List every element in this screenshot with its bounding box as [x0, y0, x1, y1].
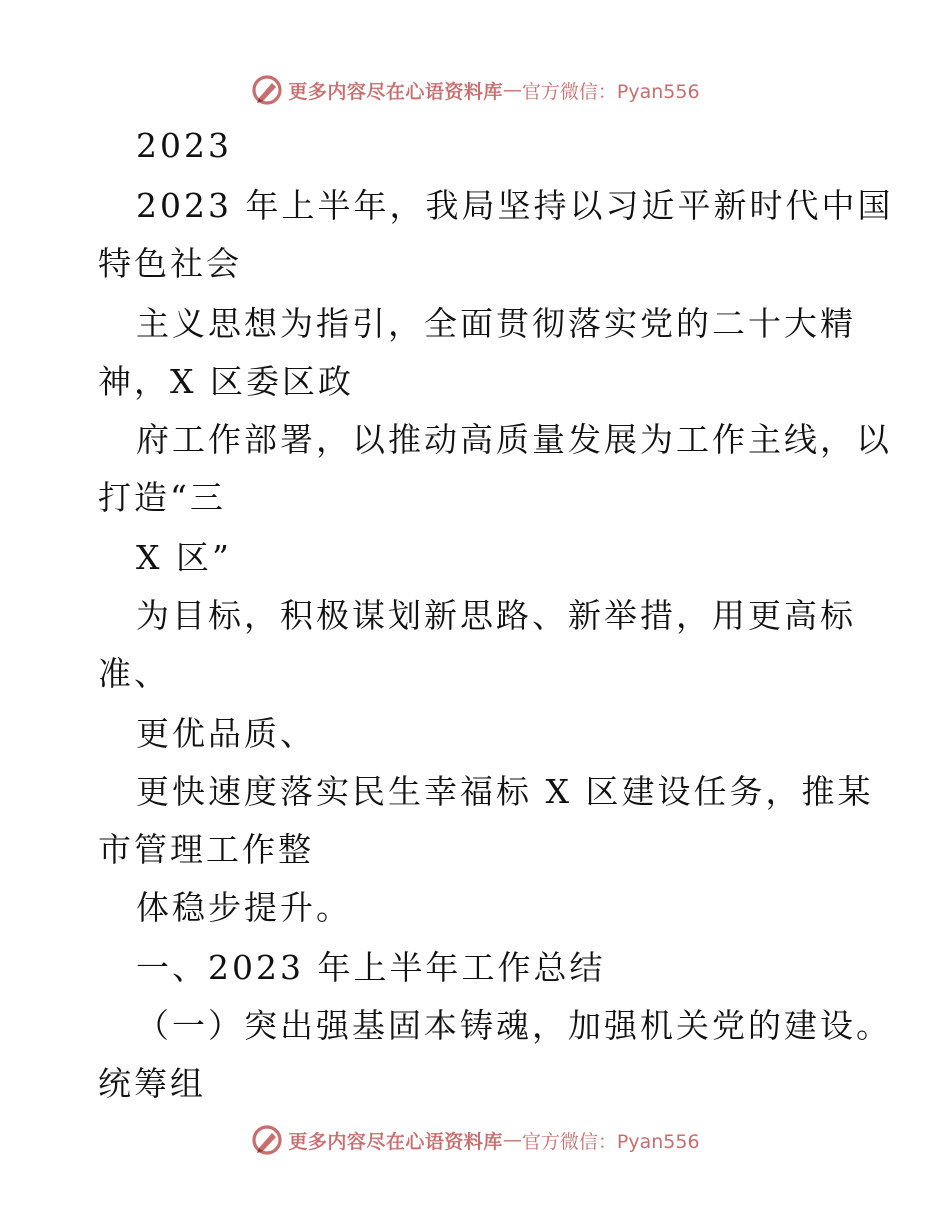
pen-logo-icon: [250, 73, 284, 107]
doc-line: 神，X 区委区政: [98, 362, 354, 401]
doc-line: 2023: [136, 126, 232, 165]
watermark-contact-text: 官方微信：Pyan556: [521, 80, 700, 103]
pen-logo-icon: [250, 1123, 284, 1157]
doc-line: 府工作部署，以推动高质量发展为工作主线，以: [136, 420, 892, 459]
watermark-site-text: 更多内容尽在心语资料库: [288, 80, 503, 103]
doc-line: 市管理工作整: [98, 830, 314, 869]
doc-line: 准、: [98, 654, 170, 693]
watermark-site-text: 更多内容尽在心语资料库: [288, 1130, 503, 1153]
doc-line: 体稳步提升。: [136, 888, 352, 927]
watermark-contact-text: 官方微信：Pyan556: [521, 1130, 700, 1153]
doc-line: X 区”: [136, 538, 232, 577]
doc-line: 为目标，积极谋划新思路、新举措，用更高标: [136, 596, 856, 635]
doc-line: 更快速度落实民生幸福标 X 区建设任务，推某: [136, 772, 874, 811]
doc-line: 打造“三: [98, 478, 226, 517]
doc-line: 一、2023 年上半年工作总结: [136, 948, 606, 987]
doc-line: 2023 年上半年，我局坚持以习近平新时代中国: [136, 186, 894, 225]
doc-line: （一）突出强基固本铸魂，加强机关党的建设。: [136, 1006, 892, 1045]
watermark-banner-bottom: [0, 1120, 950, 1160]
doc-line: 主义思想为指引，全面贯彻落实党的二十大精: [136, 304, 856, 343]
doc-line: 特色社会: [98, 244, 242, 283]
doc-line: 更优品质、: [136, 714, 316, 753]
watermark-dash: —: [502, 1129, 522, 1151]
doc-line: 统筹组: [98, 1064, 206, 1103]
watermark-dash: —: [502, 79, 522, 101]
watermark-banner-top: [0, 70, 950, 110]
